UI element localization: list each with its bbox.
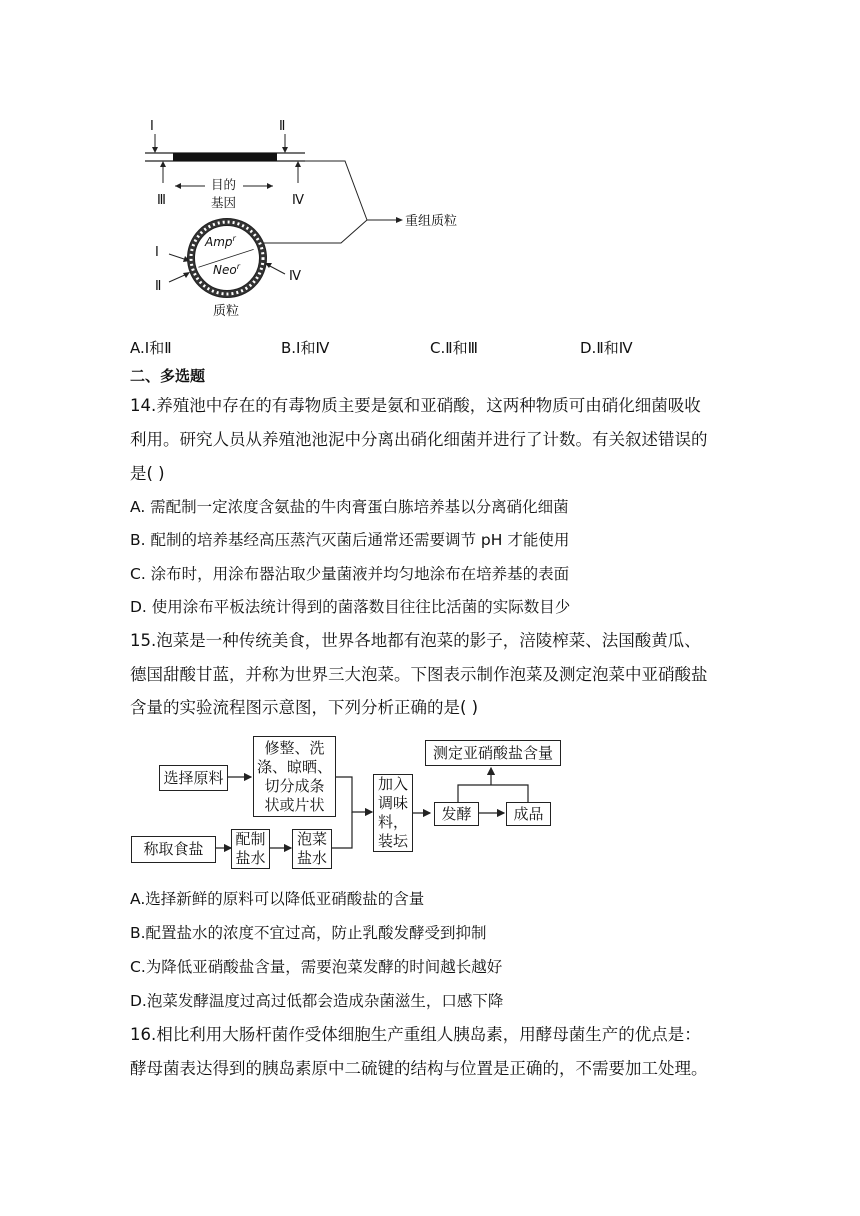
site-II-top: Ⅱ — [279, 119, 286, 134]
recombinant-plasmid-figure — [135, 108, 465, 323]
flow-select-materials: 选择原料 — [159, 765, 228, 791]
q13-option-a[interactable]: A.Ⅰ和Ⅱ — [130, 339, 172, 357]
q15-option-a[interactable]: A.选择新鲜的原料可以降低亚硝酸盐的含量 — [130, 890, 425, 908]
q15-option-d[interactable]: D.泡菜发酵温度过高过低都会造成杂菌滋生，口感下降 — [130, 992, 504, 1010]
flow-ferment: 发酵 — [434, 802, 479, 826]
target-gene-label-2: 基因 — [211, 195, 237, 210]
q13-option-b[interactable]: B.Ⅰ和Ⅳ — [281, 339, 330, 357]
site-IV-bottom: Ⅳ — [292, 193, 304, 208]
amp-resistance-gene: Amp$^r$ — [205, 234, 236, 249]
section-heading: 二、多选题 — [130, 367, 206, 385]
q14-option-d[interactable]: D. 使用涂布平板法统计得到的菌落数目往往比活菌的实际数目少 — [130, 598, 571, 616]
q14-option-c[interactable]: C. 涂布时，用涂布器沾取少量菌液并均匀地涂布在培养基的表面 — [130, 565, 570, 583]
flow-product: 成品 — [506, 802, 551, 826]
q14-stem-line-1: 14.养殖池中存在的有毒物质主要是氨和亚硝酸，这两种物质可由硝化细菌吸收 — [130, 396, 701, 415]
target-gene-label-1: 目的 — [211, 177, 237, 192]
target-gene-bar — [173, 153, 277, 161]
q15-stem-line-3: 含量的实验流程图示意图，下列分析正确的是( ) — [130, 698, 479, 717]
plasmid-site-IV: Ⅳ — [289, 269, 301, 284]
flow-weigh-salt: 称取食盐 — [131, 836, 216, 863]
site-III-bottom: Ⅲ — [157, 193, 166, 208]
q13-option-d[interactable]: D.Ⅱ和Ⅳ — [580, 339, 633, 357]
q15-option-c[interactable]: C.为降低亚硝酸盐含量，需要泡菜发酵的时间越长越好 — [130, 958, 503, 976]
recombinant-plasmid-label: 重组质粒 — [405, 214, 458, 229]
flow-prepare-brine: 配制 盐水 — [231, 829, 270, 869]
plasmid-label: 质粒 — [213, 304, 240, 319]
plasmid-site-II: Ⅱ — [155, 279, 162, 294]
q14-stem-line-2: 利用。研究人员从养殖池池泥中分离出硝化细菌并进行了计数。有关叙述错误的 — [130, 430, 708, 449]
q15-stem-line-1: 15.泡菜是一种传统美食，世界各地都有泡菜的影子，涪陵榨菜、法国酸黄瓜、 — [130, 631, 701, 650]
flow-prepare-materials: 修整、洗 涤、晾晒、 切分成条 状或片状 — [253, 736, 336, 817]
q14-option-b[interactable]: B. 配制的培养基经高压蒸汽灭菌后通常还需要调节 pH 才能使用 — [130, 531, 570, 549]
q15-option-b[interactable]: B.配置盐水的浓度不宜过高，防止乳酸发酵受到抑制 — [130, 924, 487, 942]
q16-stem-line-2: 酵母菌表达得到的胰岛素原中二硫键的结构与位置是正确的，不需要加工处理。 — [130, 1059, 708, 1078]
q13-option-c[interactable]: C.Ⅱ和Ⅲ — [430, 339, 478, 357]
flow-season-and-jar: 加入 调味 料， 装坛 — [373, 774, 413, 852]
neo-resistance-gene: Neo$^r$ — [213, 262, 240, 277]
q15-stem-line-2: 德国甜酸甘蓝，并称为世界三大泡菜。下图表示制作泡菜及测定泡菜中亚硝酸盐 — [130, 665, 708, 684]
flow-pickle-brine: 泡菜 盐水 — [292, 829, 332, 869]
q14-stem-line-3: 是( ) — [130, 464, 165, 483]
q16-stem-line-1: 16.相比利用大肠杆菌作受体细胞生产重组人胰岛素，用酵母菌生产的优点是： — [130, 1025, 701, 1044]
site-I-top: Ⅰ — [150, 119, 154, 134]
plasmid-site-I: Ⅰ — [155, 245, 159, 260]
q14-option-a[interactable]: A. 需配制一定浓度含氨盐的牛肉膏蛋白胨培养基以分离硝化细菌 — [130, 498, 569, 516]
flow-measure-nitrite: 测定亚硝酸盐含量 — [425, 740, 561, 766]
